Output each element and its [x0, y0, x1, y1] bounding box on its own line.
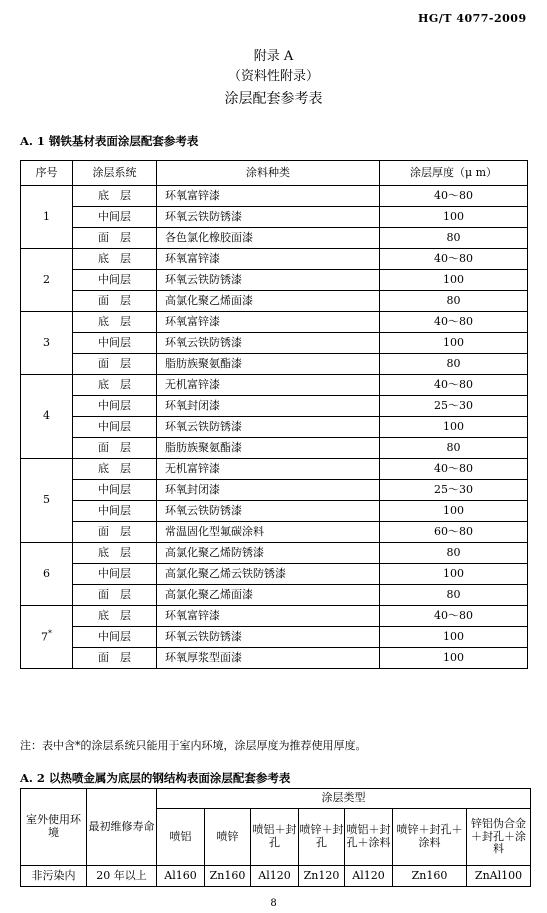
appendix-nature: （资料性附录） [227, 69, 319, 84]
table-row [21, 585, 528, 606]
coating-type-cell: 环氧云铁防锈漆 [157, 417, 380, 438]
coating-system-cell: 中间层 [73, 207, 157, 228]
table-row [21, 228, 528, 249]
group-number [21, 543, 73, 606]
coating-system-cell: 面 层 [73, 585, 157, 606]
thickness-cell: 100 [380, 648, 528, 669]
thickness-cell: 40～80 [380, 606, 528, 627]
group-number-text: 7 [41, 631, 48, 644]
table-row [21, 354, 528, 375]
coating-type-cell: 环氧封闭漆 [157, 480, 380, 501]
group-number [21, 186, 73, 249]
coating-system-cell: 底 层 [73, 312, 157, 333]
coating-system-cell: 中间层 [73, 501, 157, 522]
coating-type-cell: 无机富锌漆 [157, 459, 380, 480]
coating-value-cell: Zn160 [393, 866, 467, 887]
coating-system-cell: 底 层 [73, 543, 157, 564]
coating-type-cell: 常温固化型氟碳涂料 [157, 522, 380, 543]
table-row [21, 648, 528, 669]
coating-type-cell: 高氯化聚乙烯云铁防锈漆 [157, 564, 380, 585]
coating-type-subheader: 喷铝＋封孔 [251, 809, 299, 866]
table-row [21, 186, 528, 207]
table-row [21, 627, 528, 648]
thickness-cell: 40～80 [380, 375, 528, 396]
table-row [21, 417, 528, 438]
thickness-cell: 80 [380, 228, 528, 249]
coating-type-cell: 环氧富锌漆 [157, 249, 380, 270]
group-number [21, 375, 73, 459]
thickness-cell: 40～80 [380, 459, 528, 480]
coating-type-cell: 高氯化聚乙烯面漆 [157, 291, 380, 312]
coating-system-cell: 中间层 [73, 627, 157, 648]
coating-type-cell: 环氧富锌漆 [157, 186, 380, 207]
coating-system-cell: 底 层 [73, 375, 157, 396]
coating-type-cell: 脂肪族聚氨酯漆 [157, 438, 380, 459]
header-coating: 涂料种类 [157, 161, 380, 186]
thickness-cell: 100 [380, 417, 528, 438]
table-header-row [21, 161, 528, 186]
group-number-text: 1 [43, 209, 50, 223]
table-main-title: 涂层配套参考表 [224, 91, 323, 107]
thickness-cell: 100 [380, 207, 528, 228]
coating-type-cell: 环氧富锌漆 [157, 606, 380, 627]
coating-system-cell: 底 层 [73, 249, 157, 270]
coating-system-cell: 面 层 [73, 522, 157, 543]
thickness-cell: 40～80 [380, 312, 528, 333]
thickness-cell: 80 [380, 291, 528, 312]
coating-value-cell: Al160 [157, 866, 205, 887]
coating-type-cell: 环氧封闭漆 [157, 396, 380, 417]
thickness-cell: 100 [380, 564, 528, 585]
coating-value-cell: Zn120 [299, 866, 345, 887]
group-number-text: 5 [43, 493, 50, 507]
thickness-cell: 25～30 [380, 396, 528, 417]
coating-system-cell: 面 层 [73, 228, 157, 249]
coating-type-cell: 环氧厚浆型面漆 [157, 648, 380, 669]
header-coating-type: 涂层类型 [157, 789, 531, 809]
thickness-cell: 40～80 [380, 186, 528, 207]
coating-type-cell: 高氯化聚乙烯防锈漆 [157, 543, 380, 564]
group-number [21, 606, 73, 669]
coating-type-subheader: 喷铝 [157, 809, 205, 866]
coating-type-cell: 各色氯化橡胶面漆 [157, 228, 380, 249]
table-row [21, 249, 528, 270]
table-row [21, 606, 528, 627]
coating-type-cell: 无机富锌漆 [157, 375, 380, 396]
group-number-text: 6 [43, 566, 50, 580]
group-number-text: 3 [43, 335, 50, 349]
coating-system-cell: 中间层 [73, 333, 157, 354]
thickness-cell: 100 [380, 333, 528, 354]
standard-number: HG/T 4077-2009 [418, 12, 527, 25]
coating-system-cell: 面 层 [73, 648, 157, 669]
table-row [21, 375, 528, 396]
section-a2-title: A. 2 以热喷金属为底层的钢结构表面涂层配套参考表 [20, 771, 291, 785]
page-number: 8 [270, 898, 277, 909]
table-row [21, 564, 528, 585]
thermal-spray-table [20, 788, 531, 887]
coating-type-cell: 环氧云铁防锈漆 [157, 270, 380, 291]
coating-system-cell: 中间层 [73, 564, 157, 585]
thickness-cell: 100 [380, 270, 528, 291]
group-number-text: 2 [43, 272, 50, 286]
coating-type-subheader: 喷锌 [205, 809, 251, 866]
appendix-title: 附录 A [253, 49, 294, 64]
group-number [21, 249, 73, 312]
table-row [21, 312, 528, 333]
thickness-cell: 100 [380, 501, 528, 522]
section-a1-title: A. 1 钢铁基材表面涂层配套参考表 [20, 134, 199, 148]
coating-type-subheader: 喷铝＋封孔＋涂料 [345, 809, 393, 866]
coating-system-cell: 中间层 [73, 270, 157, 291]
coating-type-cell: 环氧云铁防锈漆 [157, 627, 380, 648]
coating-system-cell: 中间层 [73, 417, 157, 438]
coating-type-subheader: 喷锌＋封孔 [299, 809, 345, 866]
header-no: 序号 [21, 161, 73, 186]
table-row [21, 543, 528, 564]
thickness-cell: 60～80 [380, 522, 528, 543]
coating-type-cell: 高氯化聚乙烯面漆 [157, 585, 380, 606]
thickness-cell: 80 [380, 354, 528, 375]
table-row [21, 459, 528, 480]
group-number-text: 4 [43, 409, 50, 423]
coating-value-cell: Zn160 [205, 866, 251, 887]
header-thickness: 涂层厚度（μ m） [380, 161, 528, 186]
table-row [21, 207, 528, 228]
table-row [21, 333, 528, 354]
thickness-cell: 80 [380, 585, 528, 606]
table-note: 注：表中含*的涂层系统只能用于室内环境，涂层厚度为推荐使用厚度。 [20, 739, 367, 752]
table-row [21, 396, 528, 417]
header-life: 最初维修寿命 [87, 789, 157, 866]
coating-system-cell: 面 层 [73, 291, 157, 312]
group-number [21, 312, 73, 375]
coating-system-cell: 底 层 [73, 186, 157, 207]
thickness-cell: 80 [380, 438, 528, 459]
thickness-cell: 40～80 [380, 249, 528, 270]
coating-type-subheader: 喷锌＋封孔＋涂料 [393, 809, 467, 866]
coating-reference-table [20, 160, 528, 669]
table-row [21, 866, 531, 887]
table-row [21, 291, 528, 312]
coating-type-cell: 环氧云铁防锈漆 [157, 207, 380, 228]
header-system: 涂层系统 [73, 161, 157, 186]
table-row [21, 522, 528, 543]
environment-cell: 非污染内 [21, 866, 87, 887]
thickness-cell: 100 [380, 627, 528, 648]
coating-system-cell: 底 层 [73, 459, 157, 480]
life-cell: 20 年以上 [87, 866, 157, 887]
table-row [21, 501, 528, 522]
coating-type-cell: 脂肪族聚氨酯漆 [157, 354, 380, 375]
thickness-cell: 80 [380, 543, 528, 564]
coating-system-cell: 中间层 [73, 480, 157, 501]
coating-value-cell: Al120 [345, 866, 393, 887]
indoor-only-marker: * [48, 629, 52, 639]
group-number [21, 459, 73, 543]
coating-type-subheader: 锌铝伪合金＋封孔＋涂料 [467, 809, 531, 866]
coating-system-cell: 面 层 [73, 354, 157, 375]
coating-type-cell: 环氧富锌漆 [157, 312, 380, 333]
table-row [21, 438, 528, 459]
header-environment: 室外使用环境 [21, 789, 87, 866]
coating-system-cell: 面 层 [73, 438, 157, 459]
coating-system-cell: 底 层 [73, 606, 157, 627]
coating-type-cell: 环氧云铁防锈漆 [157, 333, 380, 354]
coating-type-cell: 环氧云铁防锈漆 [157, 501, 380, 522]
table-row [21, 480, 528, 501]
thickness-cell: 25～30 [380, 480, 528, 501]
coating-value-cell: ZnAl100 [467, 866, 531, 887]
coating-system-cell: 中间层 [73, 396, 157, 417]
coating-value-cell: Al120 [251, 866, 299, 887]
table-row [21, 270, 528, 291]
